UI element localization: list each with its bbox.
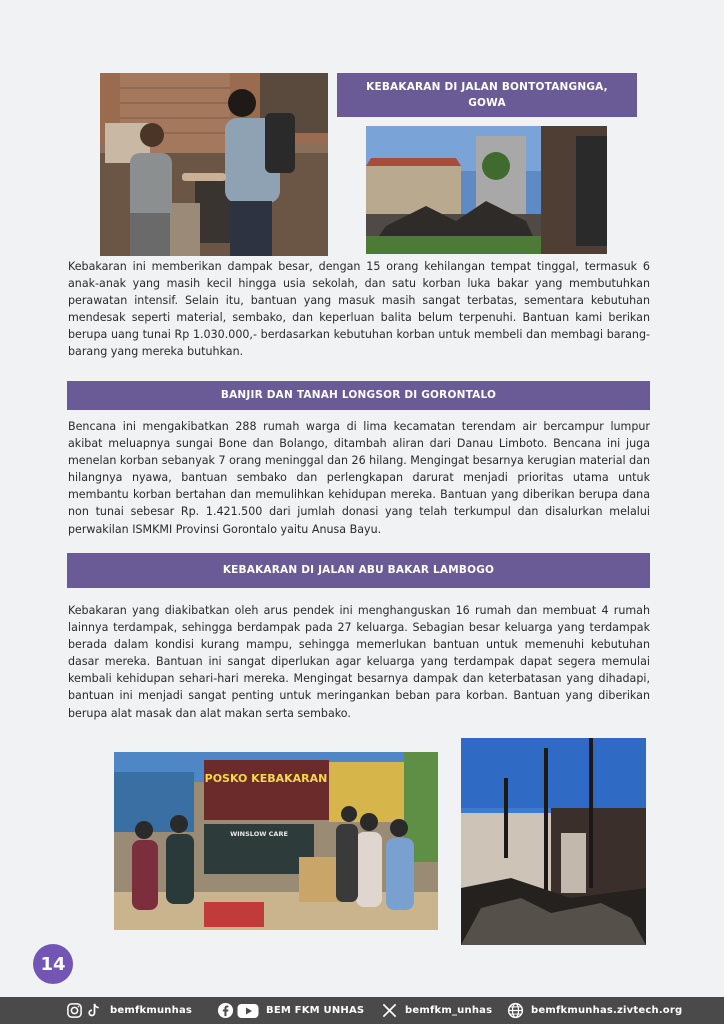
footer-social-bem-fkm-unhas[interactable] <box>217 1001 364 1020</box>
x-icon <box>381 1002 398 1019</box>
photo-aid-handover <box>100 73 328 256</box>
facebook-icon <box>217 1002 234 1019</box>
posko-sign-text: POSKO KEBAKARAN <box>204 772 328 785</box>
photo-burned-building-lambogo <box>461 738 646 945</box>
tiktok-icon <box>86 1002 103 1019</box>
section-title-text: KEBAKARAN DI JALAN BONTOTANGNGA, GOWA <box>366 80 608 109</box>
footer-label: bemfkmunhas.zivtech.org <box>531 1005 683 1016</box>
photo-fire-ruins-gowa <box>366 126 607 254</box>
section-title-lambogo <box>67 553 650 588</box>
section-body-lambogo: Kebakaran yang diakibatkan oleh arus pendek ini menghanguskan 16 rumah dan membuat 4 rumah lainnya terdampak, sehingga berdampak pada 27 keluarga. Sebagian besar keluarga yang terdampak berada dalam kondisi kurang mampu, sehingga memerlukan bantuan untuk memenuhi kebutuhan dasar mereka. Bantuan ini sangat diperlukan agar keluarga yang terdampak dapat segera memulai kembali kehidupan sehari-hari mereka. Mengingat besarnya dampak dan keterbatasan yang dihadapi, bantuan ini menjadi sangat penting untuk meringankan beban para korban. Bantuan yang diberikan berupa alat masak dan alat makan serta sembako. <box>68 604 650 720</box>
footer-label: BEM FKM UNHAS <box>266 1005 365 1016</box>
youtube-icon <box>237 1002 259 1019</box>
page-number: 14 <box>40 953 66 975</box>
footer-label: bemfkm_unhas <box>405 1005 493 1016</box>
footer-social-bemfkm-unhas[interactable] <box>381 1001 492 1020</box>
section-title-text: BANJIR DAN TANAH LONGSOR DI GORONTALO <box>220 389 497 402</box>
section-body-gorontalo: Bencana ini mengakibatkan 288 rumah warga di lima kecamatan terendam air bercampur lumpur akibat meluapnya sungai Bone dan Bolango, ditambah aliran dari Danau Limboto. Bencana ini juga menelan korban sebanyak 7 orang meninggal dan 26 hilang. Mengingat besarnya kerugian material dan hilangnya nyawa, bantuan sembako dan perlengkapan darurat menjadi prioritas utama untuk membantu korban bertahan dan memulihkan kehidupan mereka. Bantuan yang diberikan berupa dana non tunai sebesar Rp. 1.421.500 dari jumlah donasi yang telah terkumpul dan disalurkan melalui perwakilan ISMKMI Provinsi Gorontalo yaitu Anusa Bayu. <box>68 420 650 536</box>
photo-posko-group <box>114 752 438 930</box>
page-number-badge <box>33 944 73 984</box>
footer-website-link[interactable] <box>507 1001 682 1020</box>
section-body-bontotangnga: Kebakaran ini memberikan dampak besar, dengan 15 orang kehilangan tempat tinggal, termasuk 6 anak-anak yang masih kecil hingga usia sekolah, dan satu korban luka bakar yang membutuhkan perawatan intensif. Selain itu, bantuan yang masuk masih sangat terbatas, sementara kebutuhan mendesak seperti material, sembako, dan keperluan balita belum terpenuhi. Bantuan kami berikan berupa uang tunai Rp 1.030.000,- berdasarkan kebutuhan korban untuk membeli dan membagi barang-barang yang mereka butuhkan. <box>68 260 650 359</box>
section-title-text: KEBAKARAN DI JALAN ABU BAKAR LAMBOGO <box>222 564 495 577</box>
globe-icon <box>507 1002 524 1019</box>
footer-social-bemfkmunhas[interactable] <box>66 1001 192 1020</box>
section-title-bontotangnga <box>337 73 637 117</box>
instagram-icon <box>66 1002 83 1019</box>
footer-label: bemfkmunhas <box>110 1005 193 1016</box>
section-title-gorontalo <box>67 381 650 410</box>
footer-bar <box>0 997 724 1024</box>
winslow-banner-text: WINSLOW CARE <box>230 830 288 838</box>
